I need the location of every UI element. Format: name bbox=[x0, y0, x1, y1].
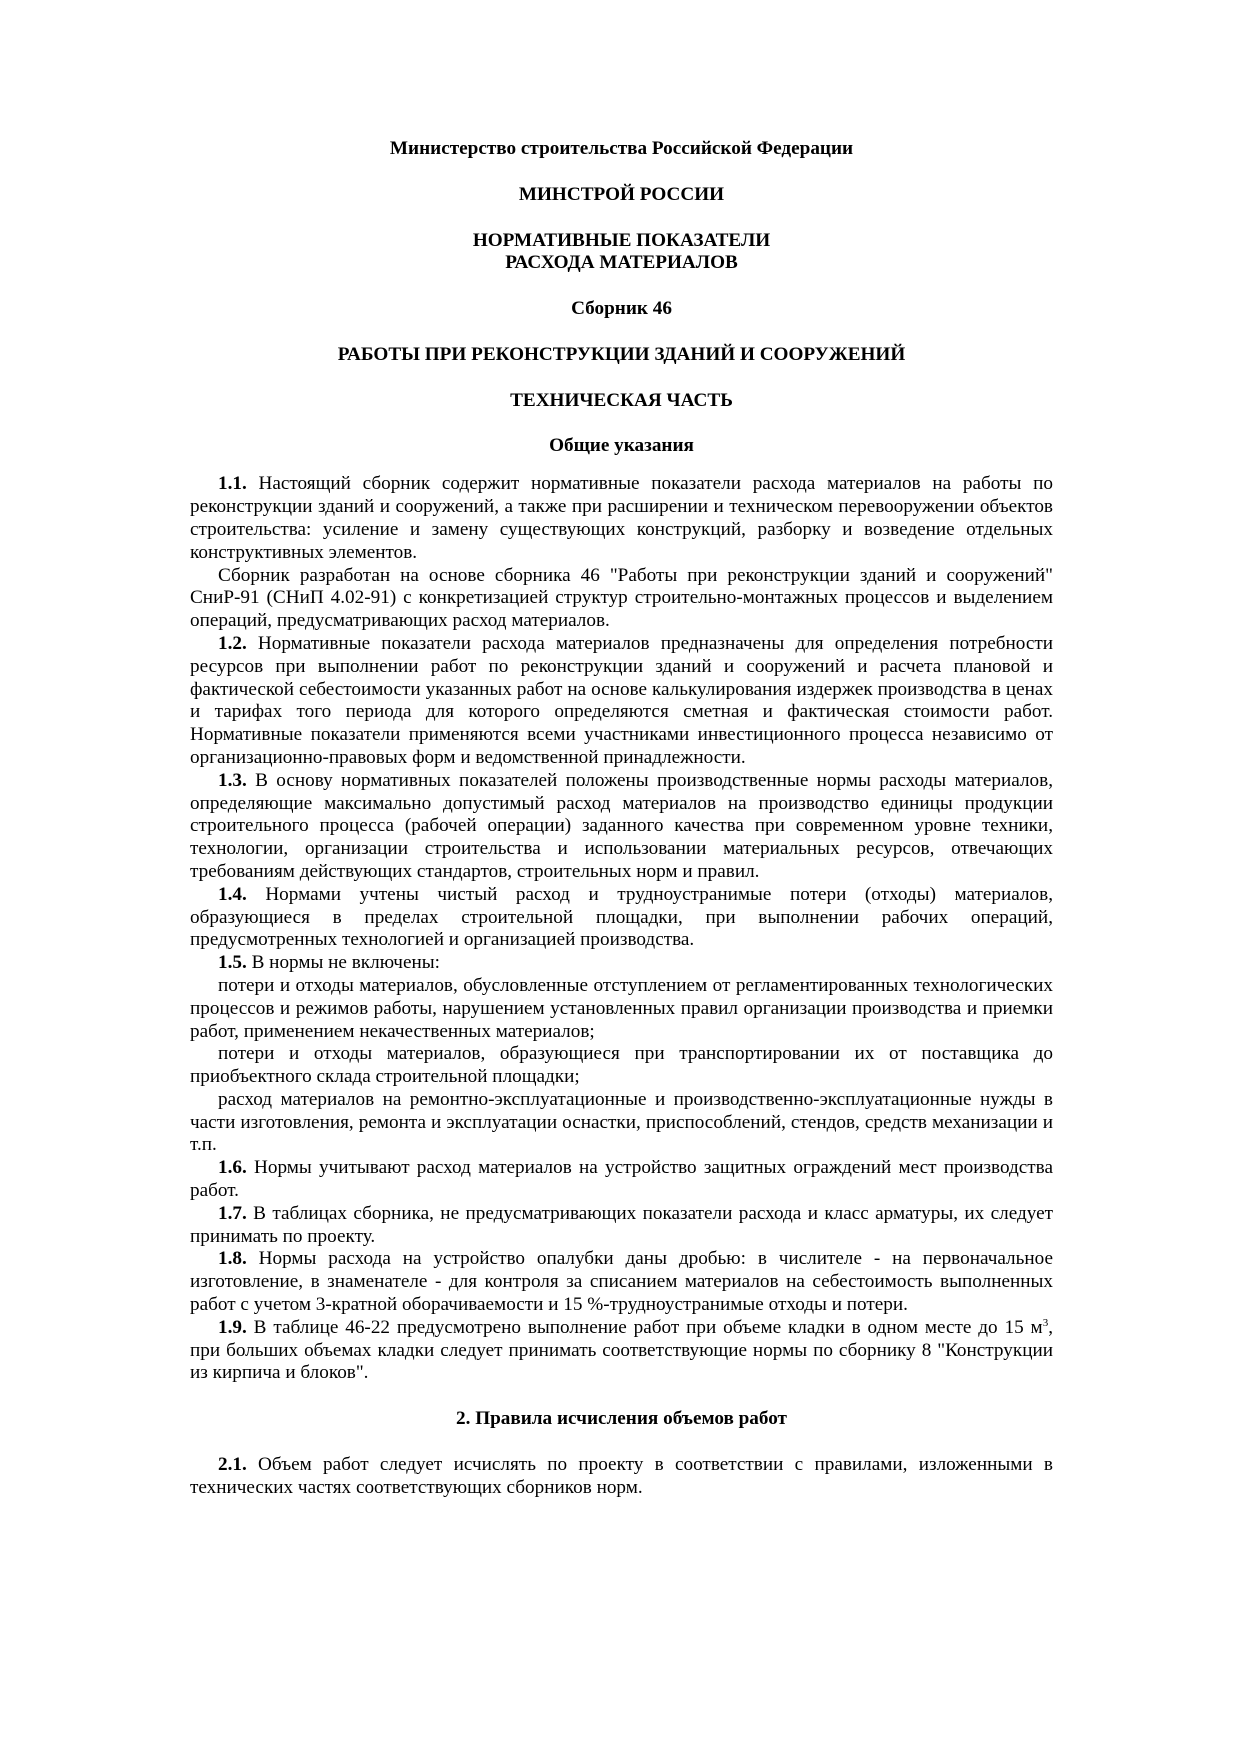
minstroy-heading: МИНСТРОЙ РОССИИ bbox=[518, 183, 725, 205]
collection-title: РАБОТЫ ПРИ РЕКОНСТРУКЦИИ ЗДАНИЙ И СООРУЖЕНИЙ bbox=[337, 343, 906, 365]
paragraph-1-1 bbox=[190, 473, 1053, 564]
document-title bbox=[190, 230, 1053, 276]
paragraph-text: Нормами учтены чистый расход и трудноустранимые потери (отходы) материалов, образующиеся в пределах строительной площадки, при выполнении рабочих операций, предусмотренных технологией и организацией производства. bbox=[190, 883, 1053, 951]
paragraph-number: 1.9. bbox=[218, 1316, 247, 1338]
paragraph-1-5-item-2: потери и отходы материалов, образующиеся при транспортировании их от поставщика до приобъектного склада строительной площадки; bbox=[190, 1043, 1053, 1088]
paragraph-2-1 bbox=[190, 1454, 1053, 1500]
paragraph-1-7 bbox=[190, 1203, 1053, 1249]
section-2-heading: 2. Правила исчисления объемов работ bbox=[456, 1408, 787, 1430]
paragraph-number: 1.4. bbox=[218, 883, 247, 905]
document-title-line-2: РАСХОДА МАТЕРИАЛОВ bbox=[505, 252, 738, 274]
paragraph-text: Объем работ следует исчислять по проекту в соответствии с правилами, изложенными в технических частях соответствующих сборников норм. bbox=[190, 1454, 1053, 1498]
paragraph-1-6 bbox=[190, 1157, 1053, 1203]
paragraph-text: Нормы расхода на устройство опалубки даны дробью: в числителе - на первоначальное изготовление, в знаменателе - для контроля за списанием материалов на себестоимость выполненных работ с учетом 3-кратной оборачиваемости и 15 %-трудноустранимые отходы и потери. bbox=[190, 1248, 1053, 1316]
document-page bbox=[190, 138, 1053, 1500]
paragraph-1-5 bbox=[190, 952, 1053, 975]
collection-number: Сборник 46 bbox=[571, 298, 672, 320]
paragraph-text: Нормативные показатели расхода материалов предназначены для определения потребности ресурсов при выполнении работ по реконструкции зданий и сооружений и расчета плановой и фактической себестоимости указанных работ на основе калькулирования издержек производства в ценах и тарифах того периода для которого определяются сметная и фактическая стоимости работ. Нормативные показатели применяются всеми участниками инвестиционного процесса независимо от организационно-правовых форм и ведомственной принадлежности. bbox=[190, 632, 1053, 768]
paragraph-1-5-item-1: потери и отходы материалов, обусловленные отступлением от регламентированных технологических процессов и режимов работы, нарушением установленных правил организации производства и приемки работ, применением некачественных материалов; bbox=[190, 974, 1053, 1042]
paragraph-1-8 bbox=[190, 1248, 1053, 1316]
paragraph-text-continued: , при больших объемах кладки следует принимать соответствующие нормы по сборнику 8 "Конструкции из кирпича и блоков". bbox=[190, 1316, 1053, 1384]
paragraph-1-2 bbox=[190, 633, 1053, 770]
paragraph-text: В основу нормативных показателей положены производственные нормы расходы материалов, определяющие максимально допустимый расход материалов на производство единицы продукции строительного процесса (рабочей операции) заданного качества при современном уровне техники, технологии, организации строительства и использовании материальных ресурсов, отвечающих требованиям действующих стандартов, строительных норм и правил. bbox=[190, 769, 1053, 882]
paragraph-number: 1.2. bbox=[218, 632, 247, 654]
document-title-line-1: НОРМАТИВНЫЕ ПОКАЗАТЕЛИ bbox=[472, 229, 771, 251]
paragraph-1-3 bbox=[190, 770, 1053, 884]
paragraph-number: 1.3. bbox=[218, 769, 247, 791]
cubic-superscript: 3 bbox=[1042, 1316, 1049, 1329]
technical-part-heading: ТЕХНИЧЕСКАЯ ЧАСТЬ bbox=[510, 389, 733, 411]
paragraph-number: 2.1. bbox=[218, 1454, 247, 1476]
paragraph-text: В таблице 46-22 предусмотрено выполнение работ при объеме кладки в одном месте до 15 м bbox=[246, 1316, 1043, 1338]
paragraph-text: Настоящий сборник содержит нормативные показатели расхода материалов на работы по реконструкции зданий и сооружений, а также при расширении и техническом перевооружении объектов строительства: усиление и замену существующих конструкций, разборку и возведение отдельных конструктивных элементов. bbox=[190, 473, 1053, 563]
paragraph-1-5-item-3: расход материалов на ремонтно-эксплуатационные и производственно-эксплуатационные нужды в части изготовления, ремонта и эксплуатации оснастки, приспособлений, стендов, средств механизации и т.п. bbox=[190, 1088, 1053, 1156]
paragraph-text: В таблицах сборника, не предусматривающих показатели расхода и класс арматуры, их следует принимать по проекту. bbox=[190, 1202, 1053, 1247]
paragraph-number: 1.7. bbox=[218, 1202, 247, 1224]
paragraph-text: Нормы учитывают расход материалов на устройство защитных ограждений мест производства работ. bbox=[190, 1157, 1053, 1202]
paragraph-number: 1.5. bbox=[218, 952, 247, 974]
paragraph-number: 1.6. bbox=[218, 1157, 247, 1179]
ministry-heading: Министерство строительства Российской Федерации bbox=[389, 138, 854, 159]
paragraph-1-9 bbox=[190, 1317, 1053, 1385]
paragraph-text: В нормы не включены: bbox=[246, 952, 440, 974]
paragraph-1-1-continued: Сборник разработан на основе сборника 46 "Работы при реконструкции зданий и сооружений" СниР-91 (СНиП 4.02-91) с конкретизацией структур строительно-монтажных процессов и выделением операций, предусматривающих расход материалов. bbox=[190, 564, 1053, 632]
paragraph-number: 1.1. bbox=[218, 473, 247, 495]
paragraph-number: 1.8. bbox=[218, 1248, 247, 1270]
paragraph-1-4 bbox=[190, 884, 1053, 952]
general-instructions-heading: Общие указания bbox=[549, 434, 694, 456]
